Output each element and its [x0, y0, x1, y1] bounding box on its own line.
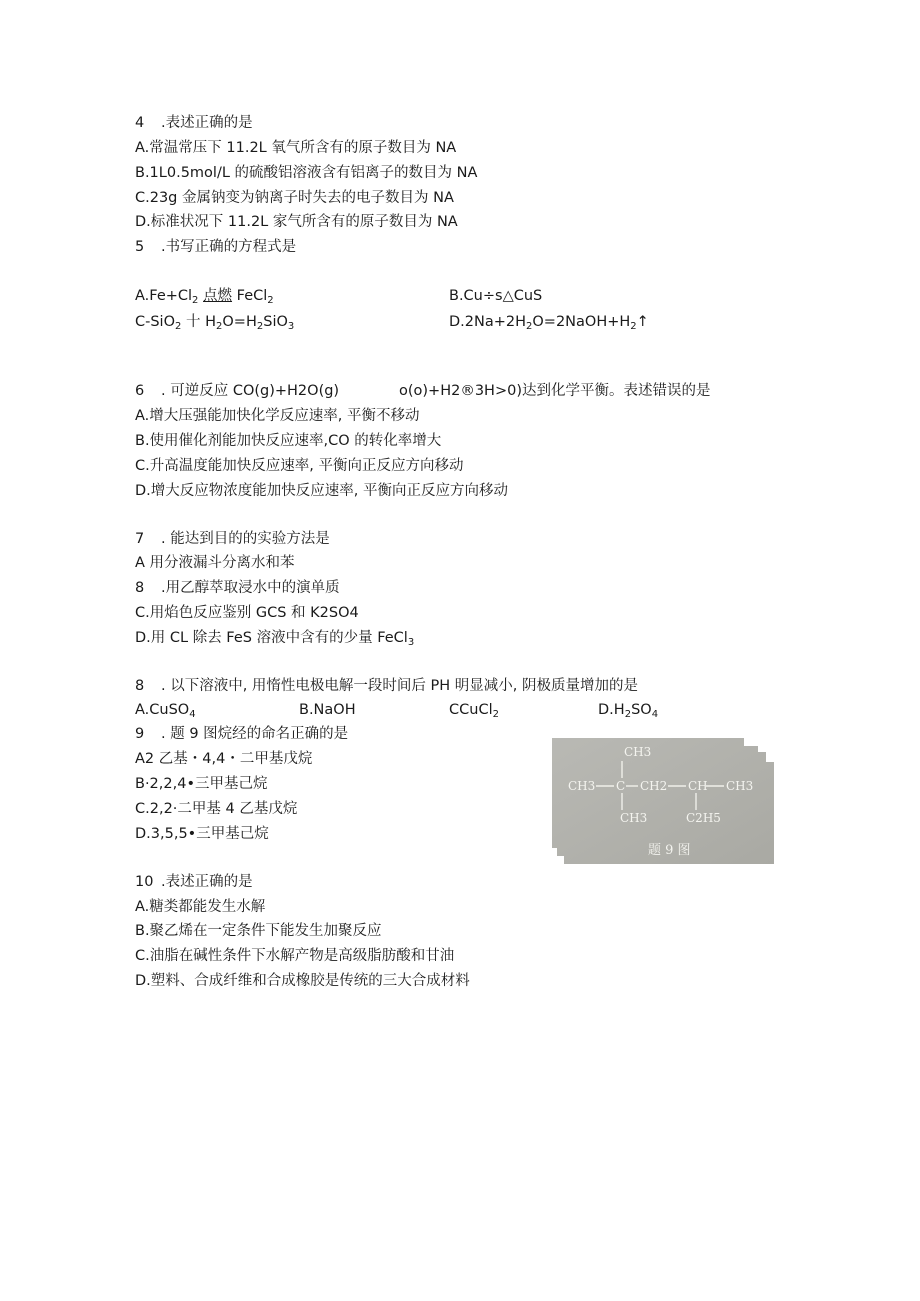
q5-option-c: C-SiO$_2$ 十 $H_2O=H_2SiO_3$	[135, 314, 295, 332]
q6-option-c: C.升高温度能加快反应速率, 平衡向正反应方向移动	[135, 458, 464, 474]
q7-number: 7	[135, 531, 145, 547]
q9-option-d: D.3,5,5•三甲基己烷	[135, 826, 269, 842]
figure-caption: 题 9 图	[648, 843, 691, 858]
formula-bottom-ch3: CH3	[620, 811, 648, 825]
q6-stem-right: o(o)+H2®3H>0)达到化学平衡。表述错误的是	[399, 383, 711, 399]
heat-triangle-icon: △	[502, 288, 514, 304]
q4-option-d: D.标准状况下 11.2L 家气所含有的原子数目为 NA	[135, 214, 458, 230]
q6-option-b: B.使用催化剂能加快反应速率,CO 的转化率增大	[135, 433, 442, 449]
q9-option-c: C.2,2·二甲基 4 乙基戊烷	[135, 801, 298, 817]
q5-option-b: B.Cu÷s△CuS	[449, 288, 543, 304]
q5-text: .书写正确的方程式是	[161, 239, 297, 255]
q5-option-d: $D.2Na+2H_2O=2NaOH+H_2↑$	[449, 314, 649, 332]
q8-option-a: A.CuSO$_4$	[135, 702, 196, 720]
q7-text: . 能达到目的的实验方法是	[161, 531, 330, 547]
formula-top-ch3: CH3	[624, 745, 652, 759]
q7-option-d: D.用 CL 除去 FeS 溶液中含有的少量 FeCl$_3$	[135, 630, 415, 648]
q8-option-d: $D.H_2SO_4$	[598, 702, 659, 720]
gas-arrow-icon: ↑	[636, 314, 649, 330]
q4-stem	[135, 113, 253, 133]
q5-stem	[135, 237, 296, 257]
q6-number: 6	[135, 383, 145, 399]
q10-option-d: D.塑料、合成纤维和合成橡胶是传统的三大合成材料	[135, 973, 470, 989]
formula-right-ch3: CH3	[726, 779, 754, 793]
q8-option-b: B.NaOH	[299, 702, 356, 718]
q7-option-c: C.用焰色反应鉴别 GCS 和 K2SO4	[135, 605, 359, 621]
q4-text: .表述正确的是	[161, 115, 253, 131]
q10-stem	[135, 872, 253, 892]
q8-stem	[135, 676, 638, 696]
q9-text: . 题 9 图烷经的命名正确的是	[161, 726, 349, 742]
q9-option-a: A2 乙基・4,4・二甲基戊烷	[135, 751, 313, 767]
q9-structure-figure	[552, 738, 774, 864]
structural-formula-image	[552, 738, 774, 864]
q7-option-b	[135, 578, 340, 598]
q4-number: 4	[135, 115, 145, 131]
q7-option-b-number: 8	[135, 580, 145, 596]
q10-text: .表述正确的是	[161, 874, 253, 890]
q4-option-a: A.常温常压下 11.2L 氧气所含有的原子数目为 NA	[135, 140, 457, 156]
q6-stem-left	[135, 381, 339, 401]
q8-option-c: CCuCl$_2$	[449, 702, 499, 720]
q9-option-b: B·2,2,4•三甲基己烷	[135, 776, 268, 792]
reaction-condition: 点燃	[203, 288, 233, 304]
formula-ch: CH	[688, 779, 708, 793]
q9-number: 9	[135, 726, 145, 742]
q7-option-b-text: .用乙醇萃取浸水中的演单质	[161, 580, 340, 596]
q6-option-d: D.增大反应物浓度能加快反应速率, 平衡向正反应方向移动	[135, 483, 508, 499]
q10-option-c: C.油脂在碱性条件下水解产物是高级脂肪酸和甘油	[135, 948, 455, 964]
formula-quaternary-c: C	[616, 779, 626, 793]
q7-stem	[135, 529, 330, 549]
formula-ch2: CH2	[640, 779, 668, 793]
q4-option-c: C.23g 金属钠变为钠离子时失去的电子数目为 NA	[135, 190, 454, 206]
q5-option-a: $A.Fe+Cl_2$ 点燃 FeCl$_2$	[135, 288, 274, 306]
q4-option-b: B.1L0.5mol/L 的硫酸铝溶液含有铝离子的数目为 NA	[135, 165, 478, 181]
q10-option-a: A.糖类都能发生水解	[135, 899, 266, 915]
q8-text: . 以下溶液中, 用惰性电极电解一段时间后 PH 明显减小, 阴极质量增加的是	[161, 678, 639, 694]
q6-option-a: A.增大压强能加快化学反应速率, 平衡不移动	[135, 408, 420, 424]
formula-left-ch3: CH3	[568, 779, 596, 793]
q5-number: 5	[135, 239, 145, 255]
q7-option-a: A 用分液漏斗分离水和苯	[135, 555, 295, 571]
q6-text-left: . 可逆反应 CO(g)+H2O(g)	[161, 383, 340, 399]
q8-number: 8	[135, 678, 145, 694]
q9-stem	[135, 724, 348, 744]
q10-number: 10	[135, 874, 154, 890]
q10-option-b: B.聚乙烯在一定条件下能发生加聚反应	[135, 923, 382, 939]
formula-ethyl: C2H5	[686, 811, 721, 825]
